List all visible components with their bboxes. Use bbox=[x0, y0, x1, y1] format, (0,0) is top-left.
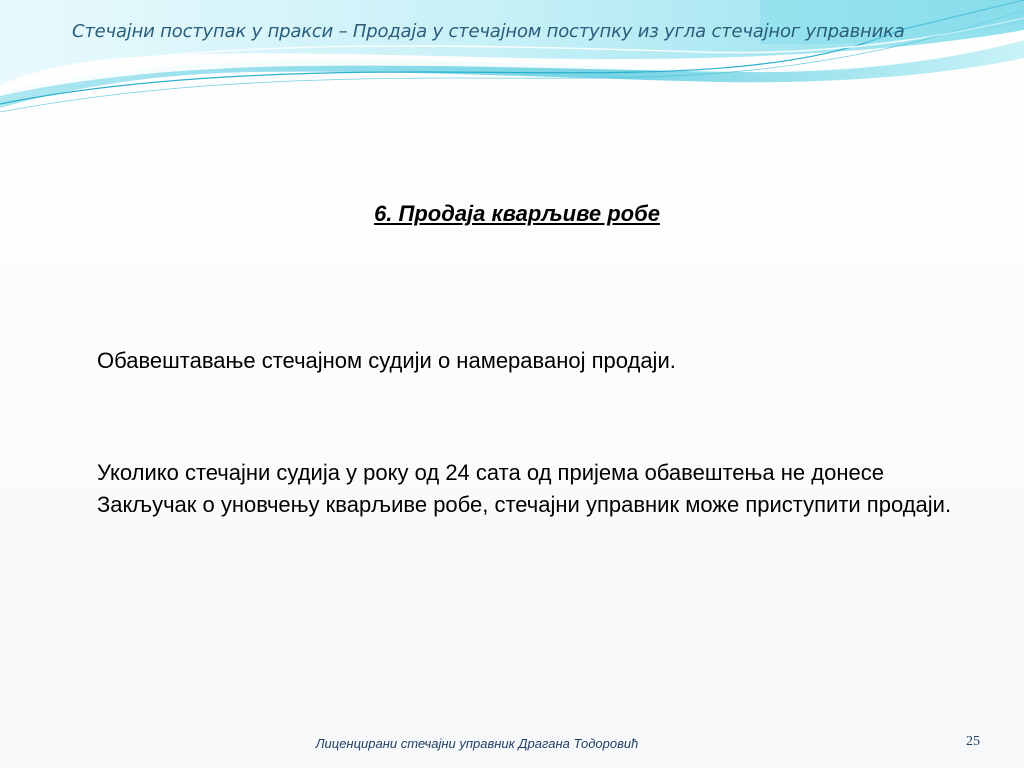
paragraph-sale-condition: Уколико стечајни судија у року од 24 сата од пријема обавештења не донесе Закључак о уновчењу кварљиве робе, стечајни управник може приступити продаји. bbox=[97, 460, 952, 517]
page-number: 25 bbox=[966, 734, 980, 749]
section-heading: 6. Продаја кварљиве робе bbox=[374, 201, 660, 226]
paragraph-notification: Обавештавање стечајном судији о намераваној продаји. bbox=[97, 348, 676, 373]
header-wave-decoration bbox=[0, 0, 1024, 130]
footer-author: Лиценцирани стечајни управник Драгана Тодоровић bbox=[315, 736, 639, 751]
header-title: Стечајни поступак у пракси – Продаја у стечајном поступку из угла стечајног управника bbox=[72, 21, 905, 42]
